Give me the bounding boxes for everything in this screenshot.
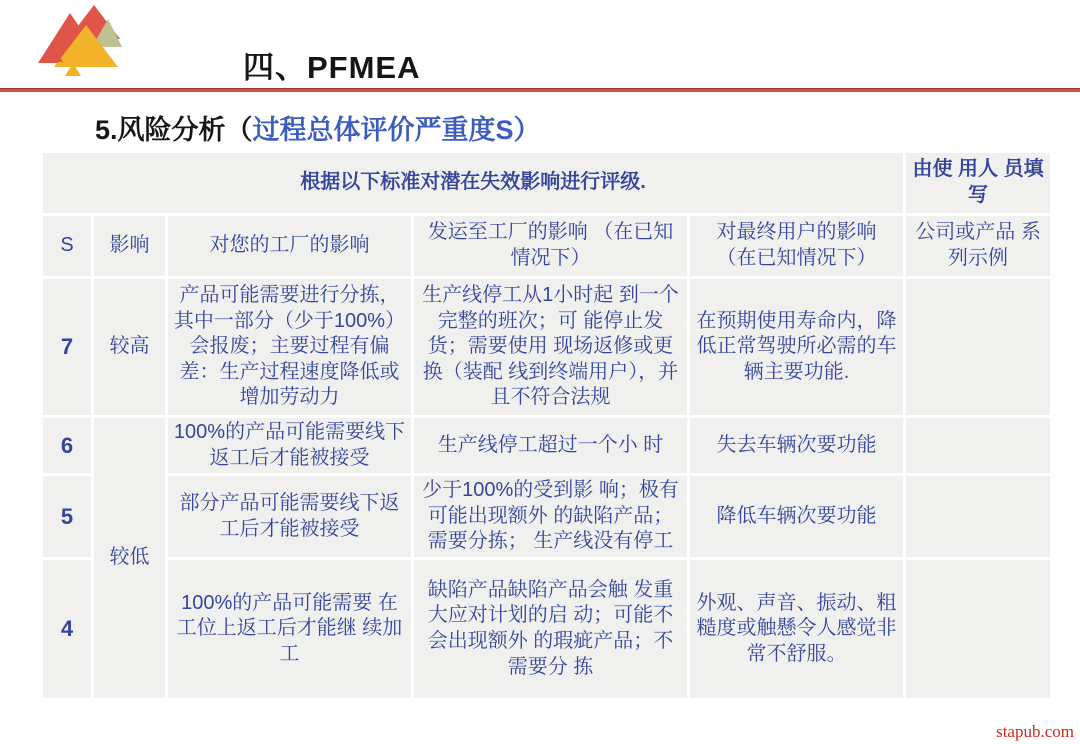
table-column-header-row xyxy=(43,216,1050,276)
cell-ship-effect: 生产线停工超过一个小 时 xyxy=(414,418,687,473)
subtitle-black-part: 5.风险分析（ xyxy=(95,115,253,145)
header-note-cell: 根据以下标准对潜在失效影响进行评级. xyxy=(43,153,903,213)
col-header-plant-effect: 对您的工厂的影响 xyxy=(168,216,411,276)
severity-rating-table xyxy=(40,150,1053,701)
cell-impact: 较高 xyxy=(94,279,165,415)
cell-company-example xyxy=(906,418,1050,473)
table-row-s7 xyxy=(43,279,1050,415)
header-filled-by-user-cell: 由使 用人 员填写 xyxy=(906,153,1050,213)
cell-s-value: 5 xyxy=(43,476,91,557)
triangles-logo-icon xyxy=(24,3,124,87)
cell-ship-effect: 少于100%的受到影 响；极有可能出现额外 的缺陷产品；需要分拣； 生产线没有停工 xyxy=(414,476,687,557)
cell-plant-effect: 部分产品可能需要线下返工后才能被接受 xyxy=(168,476,411,557)
table-row-s5 xyxy=(43,476,1050,557)
cell-plant-effect: 产品可能需要进行分拣，其中一部分（少于100%）会报废；主要过程有偏差：生产过程速度降低或增加劳动力 xyxy=(168,279,411,415)
table-row-s4 xyxy=(43,560,1050,698)
cell-impact-merged: 较低 xyxy=(94,418,165,698)
cell-enduser-effect: 降低车辆次要功能 xyxy=(690,476,903,557)
cell-ship-effect: 缺陷产品缺陷产品会触 发重大应对计划的启 动；可能不会出现额外 的瑕疵产品；不需要分 拣 xyxy=(414,560,687,698)
cell-s-value: 4 xyxy=(43,560,91,698)
col-header-ship-effect: 发运至工厂的影响 （在已知情况下） xyxy=(414,216,687,276)
header-divider xyxy=(0,88,1080,92)
cell-s-value: 6 xyxy=(43,418,91,473)
section-subtitle xyxy=(95,108,541,147)
cell-plant-effect: 100%的产品可能需要 在工位上返工后才能继 续加工 xyxy=(168,560,411,698)
cell-enduser-effect: 失去车辆次要功能 xyxy=(690,418,903,473)
col-header-enduser-effect: 对最终用户的影响 （在已知情况下） xyxy=(690,216,903,276)
cell-ship-effect: 生产线停工从1小时起 到一个完整的班次；可 能停止发货；需要使用 现场返修或更换（装配 线到终端用户），并且不符合法规 xyxy=(414,279,687,415)
col-header-impact: 影响 xyxy=(94,216,165,276)
cell-plant-effect: 100%的产品可能需要线下返工后才能被接受 xyxy=(168,418,411,473)
page-title-prefix: 四、 xyxy=(243,50,307,85)
cell-s-value: 7 xyxy=(43,279,91,415)
cell-company-example xyxy=(906,279,1050,415)
cell-company-example xyxy=(906,560,1050,698)
cell-enduser-effect: 在预期使用寿命内，降低正常驾驶所必需的车辆主要功能. xyxy=(690,279,903,415)
col-header-company-example: 公司或产品 系列示例 xyxy=(906,216,1050,276)
col-header-s: S xyxy=(43,216,91,276)
cell-enduser-effect: 外观、声音、振动、粗糙度或触懸令人感觉非常不舒服。 xyxy=(690,560,903,698)
cell-company-example xyxy=(906,476,1050,557)
page-title-main: PFMEA xyxy=(307,50,421,85)
subtitle-blue-part: 过程总体评价严重度S） xyxy=(252,115,541,145)
page-title xyxy=(243,42,421,87)
table-header-note-row xyxy=(43,153,1050,213)
watermark-text: stapub.com xyxy=(996,722,1074,741)
table-row-s6 xyxy=(43,418,1050,473)
